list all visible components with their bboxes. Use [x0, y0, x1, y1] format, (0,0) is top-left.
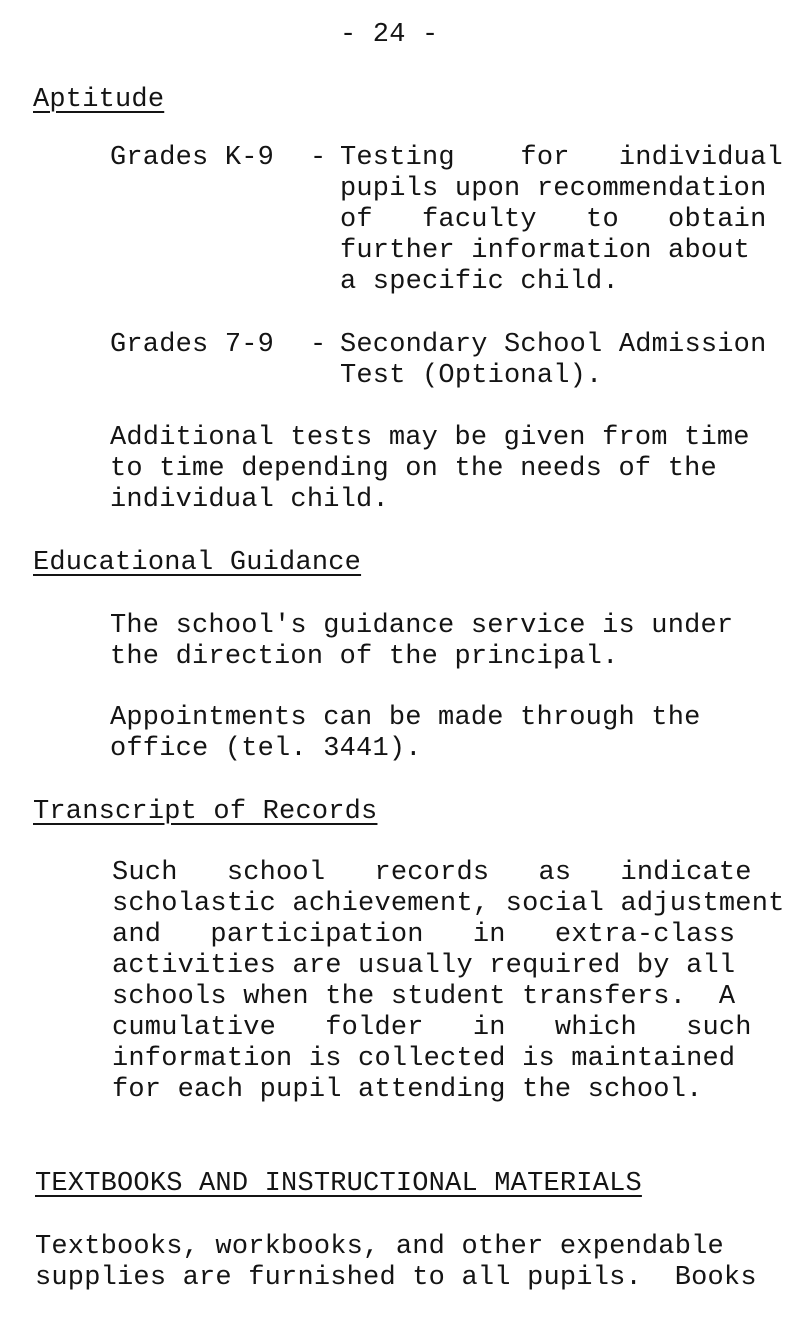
- grades-k9-text-line: of faculty to obtain: [340, 205, 767, 235]
- transcript-line: schools when the student transfers. A: [112, 982, 736, 1012]
- textbooks-line: Textbooks, workbooks, and other expendable: [35, 1232, 724, 1262]
- grades-k9-text-line: pupils upon recommendation: [340, 174, 767, 204]
- page-number: - 24 -: [340, 20, 439, 50]
- grades-k9-text-line: Testing for individual: [340, 143, 783, 173]
- section-heading-transcript: Transcript of Records: [33, 797, 378, 827]
- section-heading-textbooks: TEXTBOOKS AND INSTRUCTIONAL MATERIALS: [35, 1169, 642, 1199]
- grades-79-text-line: Test (Optional).: [340, 361, 603, 391]
- transcript-line: scholastic achievement, social adjustment: [112, 889, 785, 919]
- grades-k9-dash: -: [310, 143, 327, 173]
- transcript-line: and participation in extra-class: [112, 920, 736, 950]
- grades-79-label: Grades 7-9: [110, 330, 275, 360]
- grades-k9-text-line: a specific child.: [340, 267, 619, 297]
- additional-tests-line: individual child.: [110, 485, 389, 515]
- guidance-para2-line: office (tel. 3441).: [110, 734, 422, 764]
- transcript-line: cumulative folder in which such: [112, 1013, 752, 1043]
- grades-79-text-line: Secondary School Admission: [340, 330, 767, 360]
- transcript-line: information is collected is maintained: [112, 1044, 736, 1074]
- section-heading-guidance: Educational Guidance: [33, 548, 362, 578]
- guidance-para1-line: the direction of the principal.: [110, 642, 619, 672]
- grades-k9-label: Grades K-9: [110, 143, 275, 173]
- guidance-para2-line: Appointments can be made through the: [110, 703, 701, 733]
- transcript-line: Such school records as indicate: [112, 858, 752, 888]
- textbooks-line: supplies are furnished to all pupils. Books: [35, 1263, 757, 1293]
- additional-tests-line: to time depending on the needs of the: [110, 454, 717, 484]
- grades-79-dash: -: [310, 330, 327, 360]
- section-heading-aptitude: Aptitude: [33, 85, 165, 115]
- additional-tests-line: Additional tests may be given from time: [110, 423, 750, 453]
- transcript-line: for each pupil attending the school.: [112, 1075, 703, 1105]
- guidance-para1-line: The school's guidance service is under: [110, 611, 734, 641]
- transcript-line: activities are usually required by all: [112, 951, 736, 981]
- grades-k9-text-line: further information about: [340, 236, 751, 266]
